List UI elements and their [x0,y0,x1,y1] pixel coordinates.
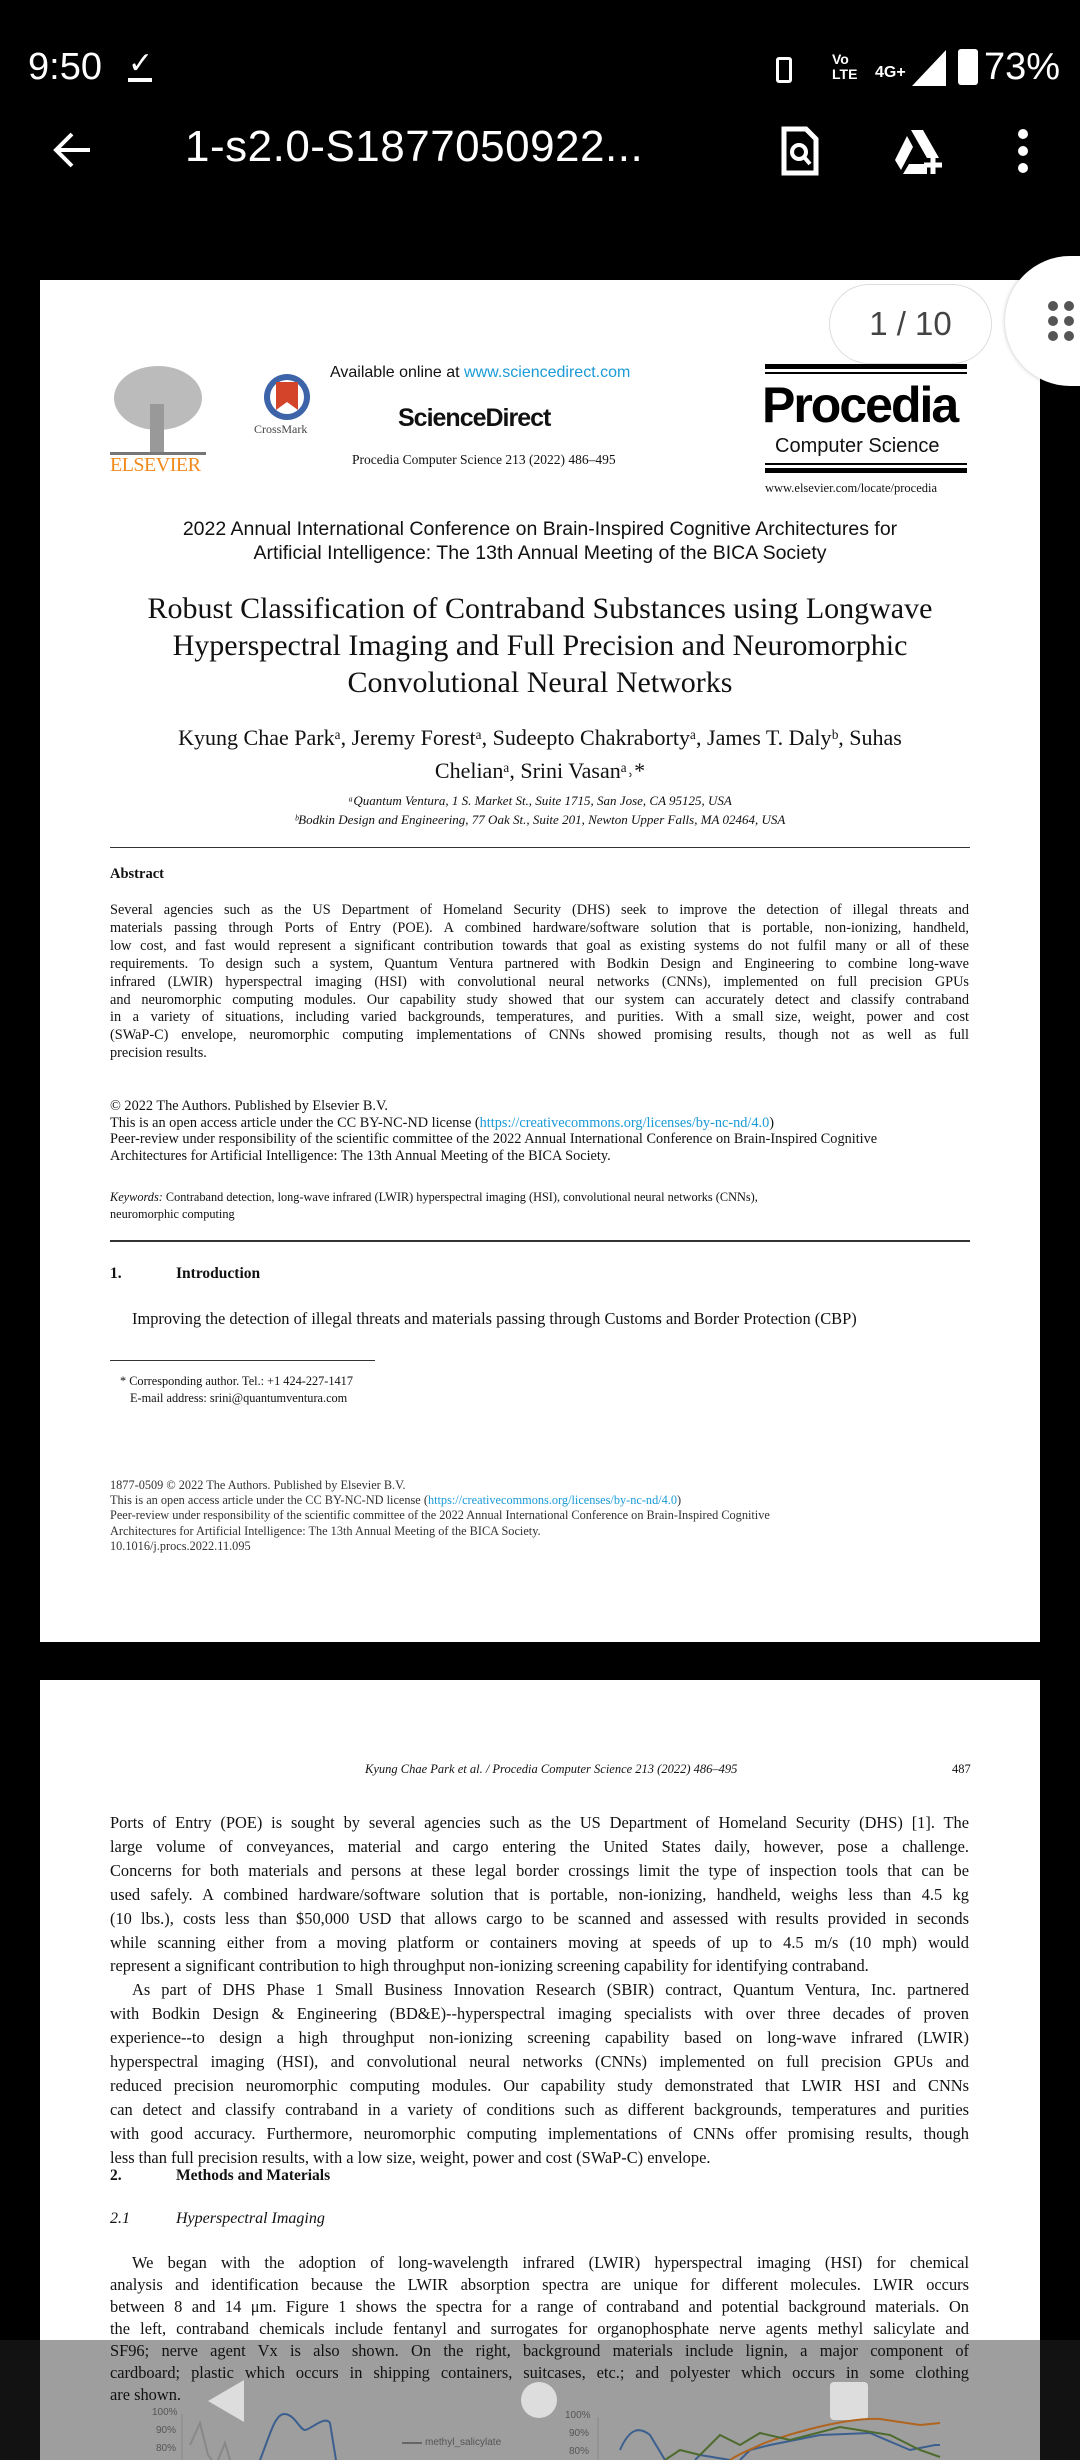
crossmark-label: CrossMark [254,422,308,436]
keywords-label: Keywords: [110,1190,163,1204]
sciencedirect-logo: ScienceDirect [398,404,551,432]
right-tick: 100% [565,2410,591,2421]
intro-text: Improving the detection of illegal threats and materials passing through Customs and Border Protection (CBP) [132,1309,857,1328]
left-tick: 90% [156,2425,177,2436]
footer-line: 1877-0509 © 2022 The Authors. Published by Elsevier B.V. [110,1478,406,1492]
section-2-title: Methods and Materials [176,2167,331,2184]
text-line: with good accuracy. Furthermore, neuromorphic computing implementations of CNNs offer promising results, though [110,2123,969,2143]
curve-grey-left [190,2423,230,2460]
procedia-rule-top [765,364,967,374]
license-link[interactable]: https://creativecommons.org/licenses/by-nc-nd/4.0 [479,1114,770,1131]
abstract-heading: Abstract [110,866,164,882]
footer-line: Peer-review under responsibility of the scientific committee of the 2022 Annual International Conference on Brain-Inspired Cognitive [110,1508,770,1523]
license-line [110,1115,980,1132]
left-tick: 80% [156,2443,177,2454]
copyright-block [110,1098,980,1164]
affiliation-line: ᵃQuantum Ventura, 1 S. Market St., Suite 1715, San Jose, CA 95125, USA [348,793,732,808]
copyright-line: © 2022 The Authors. Published by Elsevier B.V. [110,1098,388,1114]
procedia-rule-bottom [765,463,967,473]
curve-blue-left [260,2414,336,2460]
text-line: can detect and classify contraband in a variety of conditions such as different backgrounds, temperatures and purities [110,2099,969,2119]
peer-review-line: Architectures for Artificial Intelligence: The 13th Annual Meeting of the BICA Society. [110,1147,611,1164]
footnote-rule [110,1360,375,1361]
conference-line: Artificial Intelligence: The 13th Annual Meeting of the BICA Society [253,542,827,564]
body-text [110,1811,969,2170]
status-time: 9:50 [28,46,102,88]
text-line: As part of DHS Phase 1 Small Business Innovation Research (SBIR) contract, Quantum Ventura, Inc. partnered [132,1980,969,2000]
text-line: large volume of conveyances, material and cargo entering the United States daily, however, pose a challenge. [110,1836,969,1856]
volte-indicator: Vo LTE [832,51,858,82]
text-line: in a variety of situations, including varied backgrounds, temperatures, and purities. With a small size, weight, power and cost [110,1009,969,1026]
footer-license-link[interactable]: https://creativecommons.org/licenses/by-nc-nd/4.0 [427,1493,678,1508]
affiliations [40,791,1040,829]
procedia-url[interactable]: www.elsevier.com/locate/procedia [765,481,938,495]
body-text [110,2252,969,2406]
text-line: represent a significant contribution to high throughput non-ionizing screening capability for identifying contraband. [110,1956,869,1976]
network-type: 4G+ [875,64,906,81]
peer-review-line: Peer-review under responsibility of the scientific committee of the 2022 Annual International Conference on Brain-Inspired Cognitive [110,1131,878,1148]
title-line: Robust Classification of Contraband Substances using Longwave [147,592,933,625]
text-line: while scanning either from a moving platform or containers moving at speeds of up to 4.5 m/s (10 mph) would [110,1932,969,1952]
footer-doi[interactable]: 10.1016/j.procs.2022.11.095 [110,1538,251,1553]
back-arrow-icon[interactable] [50,128,94,172]
text-line: hyperspectral imaging (HSI), and convolutional neural networks (CNNs) implemented on full precision GPUs and [110,2052,969,2072]
sciencedirect-link[interactable]: www.sciencedirect.com [464,364,631,381]
text-line: requirements. To design such a system, Quantum Ventura partnered with Bodkin Design and Engineering to combine long-wave [110,955,969,972]
page-number: 487 [952,1762,971,1776]
license-text: This is an open access article under the CC BY-NC-ND license ( [110,1114,480,1131]
authors [40,721,1040,787]
text-line: between 8 and 14 μm. Figure 1 shows the spectra for a range of contraband and potential background materials. On [110,2297,969,2316]
conference-title [40,517,1040,565]
text-line: low cost, and fast would represent a significant contribution towards that goal as existing systems do not fulfil many or all of these [110,937,969,954]
footer-license [110,1493,980,1508]
text-line: used safely. A combined hardware/software solution that is portable, non-ionizing, handheld, weighs less than 4.5 kg [110,1884,969,1904]
elsevier-wordmark: ELSEVIER [110,454,201,476]
vibrate-icon [776,57,792,83]
keywords-text: Contraband detection, long-wave infrared (LWIR) hyperspectral imaging (HSI), convolutional neural networks (CNNs), [162,1190,758,1204]
battery-icon [958,49,978,85]
signal-icon [912,50,946,86]
procedia-subtitle: Computer Science [775,435,940,457]
footnote-line: E-mail address: srini@quantumventura.com [130,1391,348,1405]
text-line: are shown. [110,2385,182,2404]
footer-license-suffix: ) [677,1493,682,1508]
more-vert-icon[interactable] [1016,128,1030,174]
text-line: SF96; nerve agent Vx is also shown. On the right, background materials include lignin, a major component of [110,2341,969,2360]
text-line: analysis and identification because the LWIR absorption spectra are unique for different molecules. LWIR occurs [110,2275,969,2294]
figure-1 [40,2405,1040,2460]
text-line: less than full precision results, with a low size, weight, power and cost (SWaP-C) envelope. [110,2147,711,2167]
text-line: experience--to design a high throughput non-ionizing screening capability based on long-wave infrared (LWIR) [110,2028,969,2048]
authors-line: Chelianᵃ, Srini Vasanᵃ˒* [434,758,646,783]
text-line: (10 lbs.), costs less than $50,000 USD that allows cargo to be scanned and assessed with results provided in seconds [110,1908,969,1928]
text-line: the left, contraband chemicals include fentanyl and surrogates for organophosphate nerve agents methyl salicylate and [110,2319,969,2338]
title-line: Hyperspectral Imaging and Full Precision and Neuromorphic [172,629,908,662]
keywords [110,1189,758,1223]
footnote [120,1373,353,1407]
drag-handle-icon [1047,300,1077,342]
text-line: infrared (LWIR) hyperspectral imaging (HSI) with convolutional neural networks (CNNs), implemented on full precision GPUs [110,973,969,990]
pdf-page-2 [40,1680,1040,2460]
footer-license-text: This is an open access article under the CC BY-NC-ND license ( [110,1493,428,1508]
footer-line: Architectures for Artificial Intelligence: The 13th Annual Meeting of the BICA Society. [110,1523,541,1538]
conference-line: 2022 Annual International Conference on Brain-Inspired Cognitive Architectures for [182,518,898,540]
pdf-page-1 [40,280,1040,1642]
footnote-line: * Corresponding author. Tel.: +1 424-227-1417 [120,1374,353,1388]
figure-curves [40,2405,1040,2460]
curve-orange-right [730,2419,940,2460]
text-line: cardboard; plastic which occurs in shipping containers, suitcases, etc.; and polyester which occurs in some clothing [110,2363,969,2382]
battery-percent: 73% [984,46,1061,88]
authors-line: Kyung Chae Parkᵃ, Jeremy Forestᵃ, Sudeepto Chakrabortyᵃ, James T. Dalyᵇ, Suhas [178,725,902,750]
find-in-page-icon[interactable] [780,126,820,176]
right-tick: 80% [569,2446,590,2457]
text-line: and neuromorphic computing modules. Our capability study showed that our system can accurately detect and classify contraband [110,991,969,1008]
right-tick: 90% [569,2428,590,2439]
section-2-number: 2. [110,2167,122,2184]
subsection-number: 2.1 [110,2210,130,2227]
download-done-icon: ✓ [128,47,154,80]
keywords-line [110,1189,758,1206]
abstract-text [110,902,969,1063]
section-1-title: Introduction [176,1265,261,1282]
available-online [330,364,630,382]
divider [110,847,970,848]
elsevier-tree-logo [110,364,206,456]
page-indicator: 1 / 10 [829,284,992,364]
text-line: Concerns for both materials and persons at these legal border crossings limit the type of inspection tools that can be [110,1860,969,1880]
curve-blue-right [620,2430,940,2460]
paragraph [110,1978,969,2169]
page-footer [110,1478,980,1554]
divider [110,1240,970,1242]
text-line: with Bodkin Design & Engineering (BD&E)--hyperspectral imaging specialists with over three decades of proven [110,2004,969,2024]
keywords-line: neuromorphic computing [110,1207,235,1221]
running-head: Kyung Chae Park et al. / Procedia Computer Science 213 (2022) 486–495 [365,1762,738,1776]
left-tick: 100% [152,2407,178,2418]
text-line: Several agencies such as the US Department of Homeland Security (DHS) seek to improve the detection of illegal threats and [110,902,969,918]
title-line: Convolutional Neural Networks [347,666,733,699]
available-online-text: Available online at [330,364,465,381]
license-suffix: ) [769,1114,774,1131]
text-line: reduced precision neuromorphic computing modules. Our capability study demonstrated that LWIR HSI and CNNs [110,2075,969,2095]
procedia-logo: Procedia [762,377,958,433]
text-line: precision results. [110,1045,207,1062]
text-line: (SWaP-C) envelope, neuromorphic computing implementations of CNNs showed promising results, though not as well as full [110,1027,969,1044]
crossmark-icon[interactable] [262,372,312,424]
legend-label: methyl_salicylate [425,2437,502,2448]
paper-title [40,590,1040,701]
text-line: Ports of Entry (POE) is sought by several agencies such as the US Department of Homeland Security (DHS) [1]. The [110,1813,969,1832]
journal-reference: Procedia Computer Science 213 (2022) 486–495 [352,452,616,467]
affiliation-line: ᵇBodkin Design and Engineering, 77 Oak St., Suite 201, Newton Upper Falls, MA 02464, USA [294,812,786,827]
text-line: We began with the adoption of long-wavelength infrared (LWIR) hyperspectral imaging (HSI) for chemical [132,2253,969,2272]
section-1-number: 1. [110,1265,122,1282]
subsection-title: Hyperspectral Imaging [176,2210,325,2227]
document-title: 1-s2.0-S1877050922... [185,122,644,171]
text-line: materials passing through Ports of Entry (POE). A combined hardware/software solution that is portable, non-ionizing, handheld, [110,919,969,936]
add-to-drive-icon[interactable] [893,128,945,176]
